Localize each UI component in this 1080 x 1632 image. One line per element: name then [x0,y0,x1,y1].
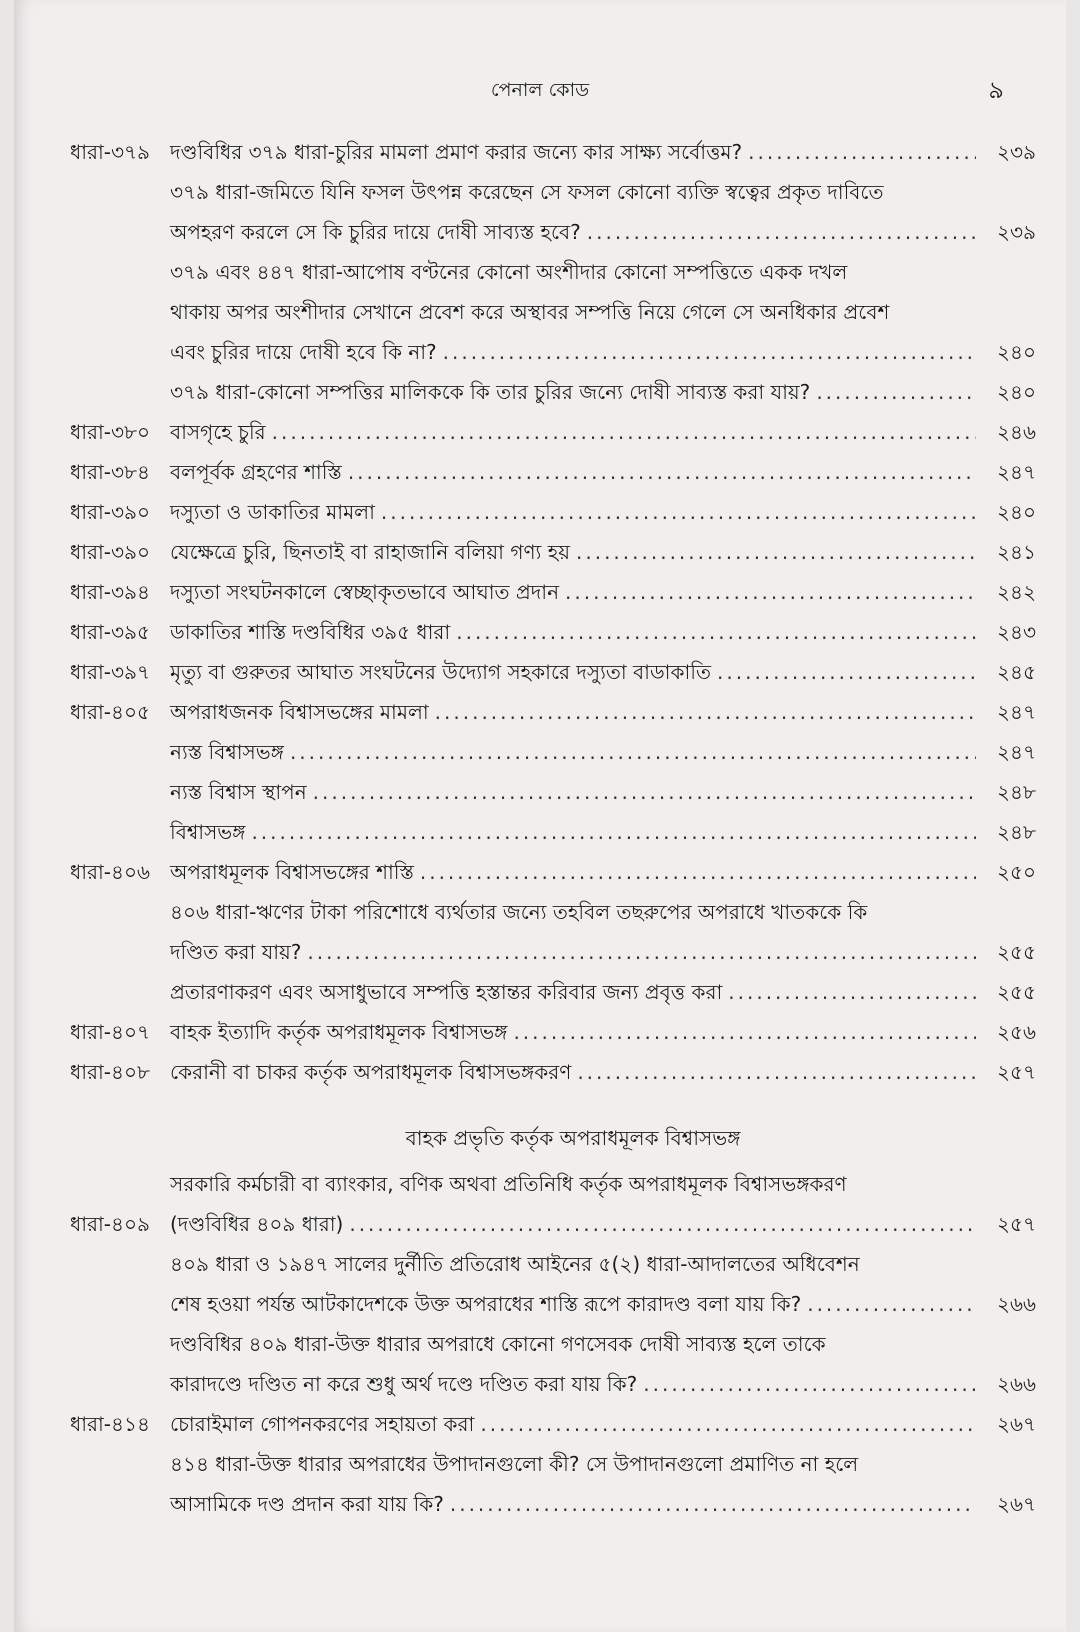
entry-title [170,892,984,972]
entry-title [170,612,984,652]
entry-page-number: ২৫৭ [997,1060,1036,1084]
entry-page-number: ২৬৭ [996,1492,1036,1516]
entry-page-number: ২৪১ [997,540,1036,564]
entry-text-line: আসামিকে দণ্ড প্রদান করা যায় কি? [170,1492,444,1516]
dot-leader [717,652,976,692]
entry-page-number: ২৪০ [997,380,1036,404]
entry-title [170,732,984,772]
entry-text-line: এবং চুরির দায়ে দোষী হবে কি না? [170,340,437,364]
entry-page-number: ২৪৭ [997,700,1036,724]
toc-entry [70,1012,1036,1052]
entry-text-line: ৪১৪ ধারা-উক্ত ধারার অপরাধের উপাদানগুলো কী? সে উপাদানগুলো প্রমাণিত না হলে [170,1452,859,1476]
running-title: পেনাল কোড [490,79,590,101]
entry-title [170,532,984,572]
entry-title [170,572,984,612]
section-number: ধারা-৩৯৭ [70,660,151,684]
toc-entry [70,492,1036,532]
entry-text-line: কারাদণ্ডে দণ্ডিত না করে শুধু অর্থ দণ্ডে দণ্ডিত করা যায় কি? [170,1372,638,1396]
entry-text: দস্যুতা সংঘটনকালে স্বেচ্ছাকৃতভাবে আঘাত প্রদান [170,580,560,604]
section-number: ধারা-৩৭৯ [70,140,151,164]
entry-text-line: (দণ্ডবিধির ৪০৯ ধারা) [170,1212,344,1236]
dot-leader [272,412,976,452]
entry-text: যেক্ষেত্রে চুরি, ছিনতাই বা রাহাজানি বলিয়া গণ্য হয় [170,540,570,564]
toc-entry [70,1244,1036,1324]
toc-entry [70,172,1036,252]
toc-entry [70,372,1036,412]
dot-leader [728,972,976,1012]
dot-leader [576,532,976,572]
section-number: ধারা-৩৯৪ [70,580,150,604]
toc-entry [70,692,1036,732]
section-number: ধারা-৪০৫ [70,700,150,724]
entry-text-line: ৩৭৯ ধারা-জমিতে যিনি ফসল উৎপন্ন করেছেন সে ফসল কোনো ব্যক্তি স্বত্বের প্রকৃত দাবিতে [170,180,884,204]
entry-page-number: ২৪৭ [997,740,1036,764]
entry-title [170,1164,984,1244]
entry-text: বাসগৃহে চুরি [170,420,266,444]
dot-leader [435,692,976,732]
entry-text: দণ্ডবিধির ৩৭৯ ধারা-চুরির মামলা প্রমাণ করার জন্যে কার সাক্ষ্য সর্বোত্তম? [170,140,743,164]
entry-page-number: ২৬৬ [996,1372,1036,1396]
toc-entry [70,412,1036,452]
dot-leader [307,932,976,972]
entry-text: চোরাইমাল গোপনকরণের সহায়তা করা [170,1412,475,1436]
entry-page-number: ২৬৬ [996,1292,1036,1316]
toc-entry [70,1404,1036,1444]
entry-title [170,412,984,452]
dot-leader [290,732,976,772]
entry-page-number: ২৫৭ [997,1212,1036,1236]
entry-title [170,812,984,852]
toc-subheading: বাহক প্রভৃতি কর্তৃক অপরাধমূলক বিশ্বাসভঙ্গ [405,1126,741,1150]
toc-entry [70,612,1036,652]
entry-text: অপরাধমূলক বিশ্বাসভঙ্গের শাস্তি [170,860,414,884]
section-number: ধারা-৩৯০ [70,500,151,524]
dot-leader [565,572,976,612]
entry-text-line: থাকায় অপর অংশীদার সেখানে প্রবেশ করে অস্থাবর সম্পত্তি নিয়ে গেলে সে অনধিকার প্রবেশ [170,300,890,324]
entry-last-line [170,1364,984,1404]
entry-title [170,492,984,532]
entry-title [170,452,984,492]
entry-page-number: ২৪০ [997,500,1036,524]
page-header [14,72,1066,112]
entry-page-number: ২৫৬ [997,1020,1036,1044]
dot-leader [348,452,976,492]
entry-text: বলপূর্বক গ্রহণের শাস্তি [170,460,342,484]
entry-text: বিশ্বাসভঙ্গ [170,820,246,844]
entry-last-line [170,1284,984,1324]
entry-page-number: ২৫৫ [997,940,1036,964]
entry-last-line [170,1484,984,1524]
toc-entry [70,772,1036,812]
toc-entry [70,132,1036,172]
dot-leader [480,1404,976,1444]
entry-page-number: ২৪৫ [997,660,1036,684]
section-number: ধারা-৪০৮ [70,1060,150,1084]
entry-title [170,132,984,172]
entry-title [170,692,984,732]
entry-page-number: ২৪৮ [997,780,1036,804]
dot-leader [251,812,976,852]
entry-text: মৃত্যু বা গুরুতর আঘাত সংঘটনের উদ্যোগ সহকারে দস্যুতা বাডাকাতি [170,660,712,684]
entry-title [170,1404,984,1444]
dot-leader [450,1484,976,1524]
dot-leader [381,492,976,532]
entry-last-line [170,1204,984,1244]
entry-page-number: ২৪৩ [997,620,1036,644]
dot-leader [456,612,976,652]
toc-entry [70,652,1036,692]
entry-title [170,172,984,252]
entry-title [170,652,984,692]
entry-page-number: ২৩৯ [997,140,1036,164]
entry-text: ন্যস্ত বিশ্বাসভঙ্গ [170,740,284,764]
entry-text-line: ৩৭৯ এবং ৪৪৭ ধারা-আপোষ বণ্টনের কোনো অংশীদার কোনো সম্পত্তিতে একক দখল [170,260,848,284]
dot-leader [816,372,976,412]
entry-page-number: ২৪৮ [997,820,1036,844]
entry-title [170,1244,984,1324]
toc-entry [70,852,1036,892]
toc-entry [70,532,1036,572]
dot-leader [313,772,976,812]
toc-section-list [70,132,1036,1092]
entry-page-number: ২৪২ [997,580,1036,604]
toc-entry [70,252,1036,372]
entry-text-line: ৪০৯ ধারা ও ১৯৪৭ সালের দুর্নীতি প্রতিরোধ আইনের ৫(২) ধারা-আদালতের অধিবেশন [170,1252,860,1276]
entry-page-number: ২৫০ [997,860,1036,884]
toc-entry [70,972,1036,1012]
entry-title [170,1324,984,1404]
toc-entry [70,452,1036,492]
entry-title [170,1052,984,1092]
entry-text: কেরানী বা চাকর কর্তৃক অপরাধমূলক বিশ্বাসভঙ্গকরণ [170,1060,572,1084]
dot-leader [748,132,976,172]
dot-leader [807,1284,976,1324]
entry-text-line: অপহরণ করলে সে কি চুরির দায়ে দোষী সাব্যস্ত হবে? [170,220,581,244]
entry-text: অপরাধজনক বিশ্বাসভঙ্গের মামলা [170,700,429,724]
toc-entry [70,1324,1036,1404]
dot-leader [643,1364,976,1404]
entry-page-number: ২৪৬ [997,420,1036,444]
toc-entry [70,892,1036,972]
entry-title [170,1444,984,1524]
section-number: ধারা-৪০৬ [70,860,151,884]
section-number: ধারা-৩৯৫ [70,620,150,644]
entry-text-line: সরকারি কর্মচারী বা ব্যাংকার, বণিক অথবা প্রতিনিধি কর্তৃক অপরাধমূলক বিশ্বাসভঙ্গকরণ [170,1172,847,1196]
entry-text: ৩৭৯ ধারা-কোনো সম্পত্তির মালিককে কি তার চুরির জন্যে দোষী সাব্যস্ত করা যায়? [170,380,811,404]
toc-entry [70,732,1036,772]
toc-entry [70,572,1036,612]
entry-text: দস্যুতা ও ডাকাতির মামলা [170,500,375,524]
entry-last-line [170,932,984,972]
dot-leader [349,1204,976,1244]
toc-entry [70,1052,1036,1092]
dot-leader [513,1012,976,1052]
toc-entry [70,1444,1036,1524]
entry-page-number: ২৩৯ [997,220,1036,244]
entry-last-line [170,212,984,252]
entry-text: ডাকাতির শাস্তি দণ্ডবিধির ৩৯৫ ধারা [170,620,451,644]
section-number: ধারা-৪০৯ [70,1212,150,1236]
dot-leader [577,1052,976,1092]
dot-leader [443,332,976,372]
toc-entry [70,812,1036,852]
dot-leader [420,852,976,892]
entry-text-line: ৪০৬ ধারা-ঋণের টাকা পরিশোধে ব্যর্থতার জন্যে তহবিল তছরুপের অপরাধে খাতককে কি [170,900,868,924]
entry-text-line: দণ্ডিত করা যায়? [170,940,302,964]
entry-page-number: ২৪৭ [997,460,1036,484]
entry-title [170,372,984,412]
section-number: ধারা-৪১৪ [70,1412,150,1436]
entry-page-number: ২৪০ [997,340,1036,364]
table-of-contents [70,132,1036,1524]
toc-section-list [70,1164,1036,1524]
entry-text: প্রতারণাকরণ এবং অসাধুভাবে সম্পত্তি হস্তান্তর করিবার জন্য প্রবৃত্ত করা [170,980,723,1004]
entry-last-line [170,332,984,372]
entry-page-number: ২৬৭ [996,1412,1036,1436]
entry-page-number: ২৫৫ [997,980,1036,1004]
book-page [14,0,1066,1632]
entry-text-line: শেষ হওয়া পর্যন্ত আটকাদেশকে উক্ত অপরাধের শাস্তি রূপে কারাদণ্ড বলা যায় কি? [170,1292,802,1316]
section-number: ধারা-৪০৭ [70,1020,151,1044]
entry-title [170,972,984,1012]
section-number: ধারা-৩৮০ [70,420,151,444]
dot-leader [587,212,976,252]
toc-entry [70,1164,1036,1244]
entry-title [170,252,984,372]
entry-text: ন্যস্ত বিশ্বাস স্থাপন [170,780,307,804]
entry-title [170,772,984,812]
page-number: ৯ [988,76,1004,104]
entry-title [170,852,984,892]
entry-title [170,1012,984,1052]
section-number: ধারা-৩৮৪ [70,460,150,484]
section-number: ধারা-৩৯০ [70,540,151,564]
entry-text-line: দণ্ডবিধির ৪০৯ ধারা-উক্ত ধারার অপরাধে কোনো গণসেবক দোষী সাব্যস্ত হলে তাকে [170,1332,826,1356]
entry-text: বাহক ইত্যাদি কর্তৃক অপরাধমূলক বিশ্বাসভঙ্গ [170,1020,508,1044]
